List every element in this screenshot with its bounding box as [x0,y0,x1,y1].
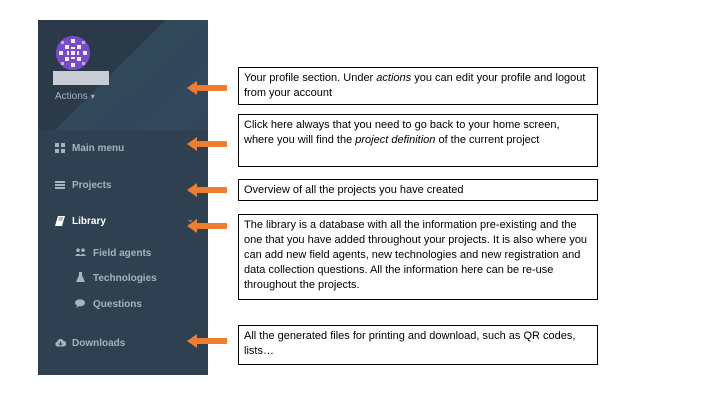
callout-profile [238,67,598,105]
callout-downloads [238,325,598,365]
callout-library [238,214,598,300]
users-icon [75,248,85,259]
callout-downloads-text: All the generated files for printing and download, such as QR codes, lists… [244,330,576,357]
avatar[interactable] [56,36,90,70]
flask-icon [75,272,85,284]
arrow-left-icon [187,183,227,197]
arrow-left-icon [187,137,227,151]
sidebar [38,20,208,375]
nav-label-technologies: Technologies [93,272,157,284]
callout-profile-emphasis: actions [376,72,412,84]
arrow-left-icon [187,334,227,348]
nav-item-projects[interactable] [38,173,208,197]
book-icon [55,216,65,226]
profile-section [38,20,208,130]
callout-projects [238,179,598,201]
actions-label: Actions [55,91,88,102]
comment-icon [75,299,85,310]
nav-label-field-agents: Field agents [93,247,152,259]
user-name-redacted [53,71,109,85]
arrow-left-icon [187,81,227,95]
cloud-download-icon [55,338,65,348]
nav-label-main-menu: Main menu [72,142,125,154]
callout-main-menu [238,114,598,167]
caret-down-icon: ▾ [90,92,95,101]
callout-profile-text-1: Your profile section. Under [244,72,377,84]
nav-item-main-menu[interactable] [38,136,208,160]
grid-icon [55,143,65,153]
nav-subitem-questions[interactable] [38,294,208,314]
nav-item-library[interactable] [38,209,208,233]
nav-label-library: Library [72,215,106,227]
chevron-down-icon: ⌄ [186,214,194,224]
nav-item-downloads[interactable] [38,331,208,355]
list-icon [55,180,65,190]
arrow-left-icon [187,219,227,233]
avatar-pattern-icon [56,36,90,70]
callout-main-menu-text-1: Click here always that you need to go back to your home screen, where you will find the [244,119,560,146]
nav-subitem-field-agents[interactable] [38,243,208,263]
nav-label-projects: Projects [72,179,112,191]
nav-label-questions: Questions [93,298,142,310]
callout-main-menu-emphasis: project definition [355,134,436,146]
callout-main-menu-text-2: of the current project [435,134,540,146]
callout-library-text: The library is a database with all the information pre-existing and the one that you have added throughout your projects. It is also where you can add new field agents, new technologies and new registration and data collection questions. All the information here can be re-use throughout the projects. [244,219,588,291]
actions-dropdown[interactable] [55,91,95,102]
callout-profile-text-2: you can edit your profile and logout from your account [244,72,586,99]
callout-projects-text: Overview of all the projects you have created [244,184,464,196]
nav-label-downloads: Downloads [72,337,126,349]
nav-subitem-technologies[interactable] [38,268,208,288]
